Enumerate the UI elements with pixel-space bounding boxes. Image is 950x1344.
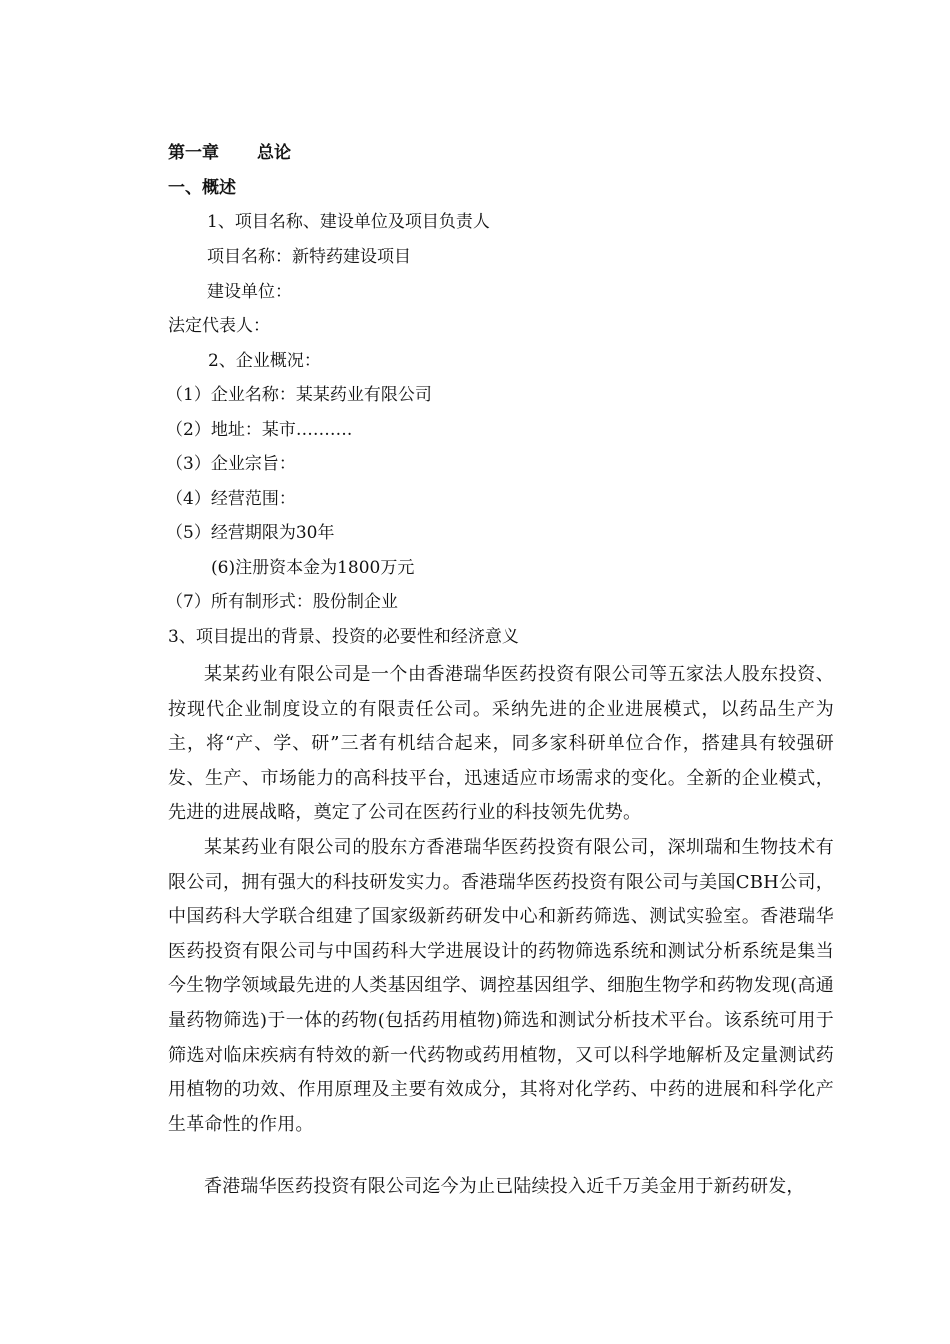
project-name: 项目名称：新特药建设项目 — [207, 247, 411, 267]
item2-heading: 2、企业概况： — [208, 351, 321, 371]
builder-unit: 建设单位： — [207, 282, 292, 302]
company-address: （2）地址：某市………. — [166, 420, 353, 440]
company-purpose: （3）企业宗旨： — [166, 454, 296, 474]
company-name: （1）企业名称：某某药业有限公司 — [166, 385, 432, 405]
chapter-heading — [168, 141, 291, 165]
body-paragraph: 香港瑞华医药投资有限公司迄今为止已陆续投入近千万美金用于新药研发， — [204, 1176, 805, 1197]
business-scope: （4）经营范围： — [166, 489, 296, 509]
legal-representative: 法定代表人： — [168, 316, 270, 336]
section-heading: 一、概述 — [168, 178, 236, 198]
registered-capital: (6)注册资本金为1800万元 — [211, 558, 415, 578]
ownership-form: （7）所有制形式：股份制企业 — [166, 592, 398, 612]
body-paragraph: 某某药业有限公司是一个由香港瑞华医药投资有限公司等五家法人股东投资、按现代企业制度设立的有限责任公司。采纳先进的企业进展模式，以药品生产为主，将“产、学、研”三者有机结合起来，同多家科研单位合作，搭建具有较强研发、生产、市场能力的高科技平台，迅速适应市场需求的变化。全新的企业模式，先进的进展战略，奠定了公司在医药行业的科技领先优势。 — [168, 664, 834, 824]
business-term: （5）经营期限为30年 — [166, 523, 335, 543]
item1-heading: 1、项目名称、建设单位及项目负责人 — [207, 212, 490, 232]
chapter-number: 第一章 — [168, 143, 219, 163]
item3-heading: 3、项目提出的背景、投资的必要性和经济意义 — [168, 627, 519, 647]
body-paragraph: 某某药业有限公司的股东方香港瑞华医药投资有限公司，深圳瑞和生物技术有限公司，拥有强大的科技研发实力。香港瑞华医药投资有限公司与美国CBH公司，中国药科大学联合组建了国家级新药研发中心和新药筛选、测试实验室。香港瑞华医药投资有限公司与中国药科大学进展设计的药物筛选系统和测试分析系统是集当今生物学领域最先进的人类基因组学、调控基因组学、细胞生物学和药物发现(高通量药物筛选)于一体的药物(包括药用植物)筛选和测试分析技术平台。该系统可用于筛选对临床疾病有特效的新一代药物或药用植物，又可以科学地解析及定量测试药用植物的功效、作用原理及主要有效成分，其将对化学药、中药的进展和科学化产生革命性的作用。 — [168, 837, 834, 1135]
chapter-title: 总论 — [257, 143, 291, 163]
